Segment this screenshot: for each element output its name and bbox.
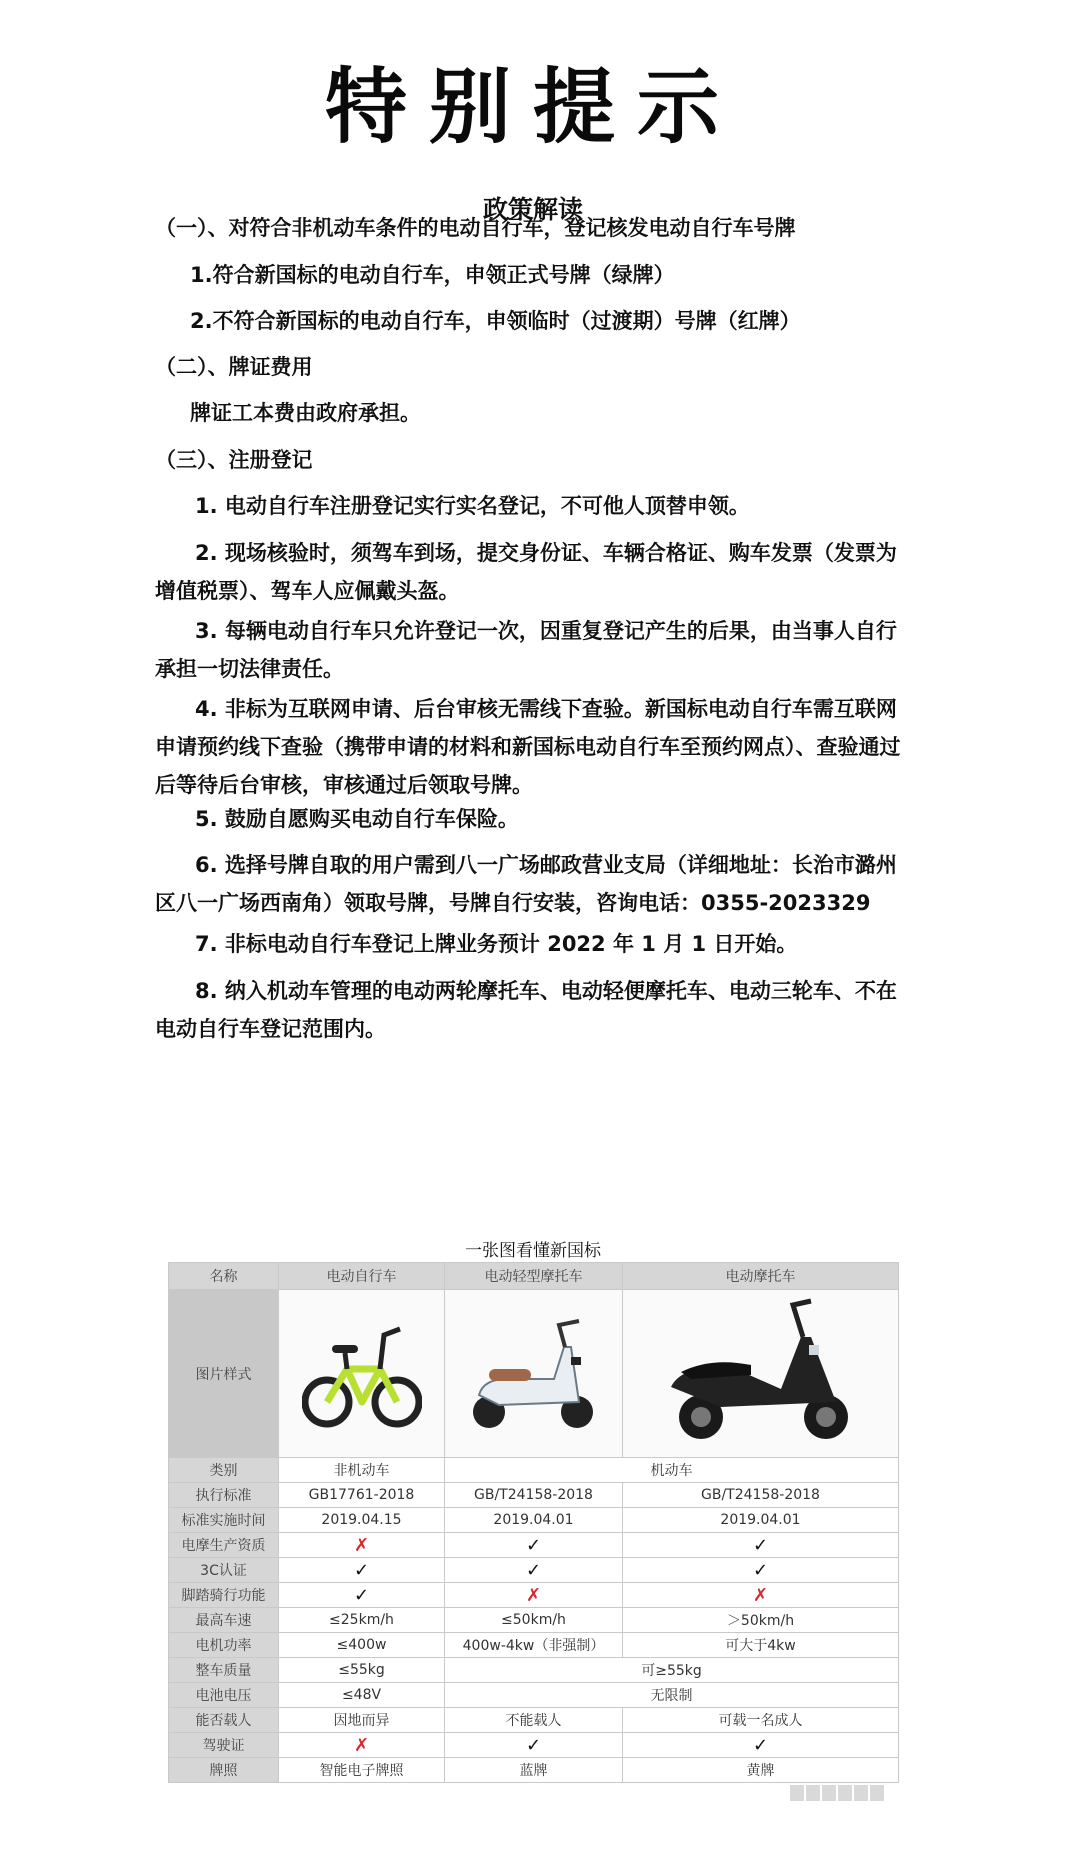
check-icon: ✓ (623, 1533, 899, 1558)
header-cell: 电动轻型摩托车 (445, 1263, 623, 1290)
row-label: 能否载人 (169, 1708, 279, 1733)
table-cell: 无限制 (445, 1683, 899, 1708)
comparison-table (168, 1262, 899, 1783)
row-label: 电池电压 (169, 1683, 279, 1708)
rule-item-4: 4. 非标为互联网申请、后台审核无需线下查验。新国标电动自行车需互联网申请预约线下查验（携带申请的材料和新国标电动自行车至预约网点）、查验通过后等待后台审核，审核通过后领取号牌。 (155, 697, 901, 797)
table-cell: 400w-4kw（非强制） (445, 1633, 623, 1658)
row-label: 整车质量 (169, 1658, 279, 1683)
row-label: 图片样式 (169, 1290, 279, 1458)
row-label: 执行标准 (169, 1483, 279, 1508)
table-cell: 2019.04.15 (279, 1508, 445, 1533)
table-row (169, 1758, 899, 1783)
check-icon: ✓ (623, 1558, 899, 1583)
section-1-line-2: 2.不符合新国标的电动自行车，申领临时（过渡期）号牌（红牌） (190, 309, 801, 333)
watermark (790, 1785, 900, 1807)
table-cell: 黄牌 (623, 1758, 899, 1783)
section-2-line-1: 牌证工本费由政府承担。 (190, 401, 421, 425)
section-heading-1: （一）、对符合非机动车条件的电动自行车，登记核发电动自行车号牌 (155, 216, 796, 240)
table-row (169, 1558, 899, 1583)
table-row (169, 1533, 899, 1558)
table-cell: GB17761-2018 (279, 1483, 445, 1508)
table-cell: 可≥55kg (445, 1658, 899, 1683)
motorcycle-image (623, 1290, 899, 1458)
table-row (169, 1633, 899, 1658)
table-header-row (169, 1263, 899, 1290)
bicycle-image (279, 1290, 445, 1458)
check-icon: ✓ (279, 1583, 445, 1608)
table-cell: 2019.04.01 (623, 1508, 899, 1533)
table-cell: 机动车 (445, 1458, 899, 1483)
check-icon: ✓ (279, 1558, 445, 1583)
cross-icon: ✗ (623, 1583, 899, 1608)
table-row (169, 1708, 899, 1733)
table-row (169, 1683, 899, 1708)
rule-item-8: 8. 纳入机动车管理的电动两轮摩托车、电动轻便摩托车、电动三轮车、不在电动自行车登记范围内。 (155, 979, 897, 1041)
row-label: 类别 (169, 1458, 279, 1483)
section-heading-2: （二）、牌证费用 (155, 355, 313, 379)
rule-item-6: 6. 选择号牌自取的用户需到八一广场邮政营业支局（详细地址：长治市潞州区八一广场西南角）领取号牌，号牌自行安装，咨询电话：0355-2023329 (155, 853, 897, 915)
row-label: 电摩生产资质 (169, 1533, 279, 1558)
check-icon: ✓ (623, 1733, 899, 1758)
table-row (169, 1508, 899, 1533)
table-cell: 2019.04.01 (445, 1508, 623, 1533)
cross-icon: ✗ (279, 1733, 445, 1758)
bicycle-icon (302, 1307, 422, 1437)
table-cell: ≤48V (279, 1683, 445, 1708)
row-label: 标准实施时间 (169, 1508, 279, 1533)
table-cell: ≤400w (279, 1633, 445, 1658)
table-row (169, 1658, 899, 1683)
row-label: 最高车速 (169, 1608, 279, 1633)
rule-item-7: 7. 非标电动自行车登记上牌业务预计 2022 年 1 月 1 日开始。 (195, 932, 798, 956)
table-cell: 智能电子牌照 (279, 1758, 445, 1783)
table-cell: 可大于4kw (623, 1633, 899, 1658)
table-cell: ≤55kg (279, 1658, 445, 1683)
row-label: 电机功率 (169, 1633, 279, 1658)
header-cell: 名称 (169, 1263, 279, 1290)
table-cell: GB/T24158-2018 (445, 1483, 623, 1508)
check-icon: ✓ (445, 1558, 623, 1583)
rule-item-1: 1. 电动自行车注册登记实行实名登记，不可他人顶替申领。 (195, 494, 750, 518)
table-row (169, 1458, 899, 1483)
header-cell: 电动自行车 (279, 1263, 445, 1290)
table-cell: 蓝牌 (445, 1758, 623, 1783)
table-row (169, 1483, 899, 1508)
table-title: 一张图看懂新国标 (465, 1241, 601, 1261)
page-title: 特别提示 (324, 60, 741, 155)
rule-item-3: 3. 每辆电动自行车只允许登记一次，因重复登记产生的后果，由当事人自行承担一切法律责任。 (155, 619, 897, 681)
scooter-icon (459, 1307, 609, 1437)
cross-icon: ✗ (445, 1583, 623, 1608)
rule-item-5: 5. 鼓励自愿购买电动自行车保险。 (195, 807, 519, 831)
check-icon: ✓ (445, 1533, 623, 1558)
row-label: 脚踏骑行功能 (169, 1583, 279, 1608)
header-cell: 电动摩托车 (623, 1263, 899, 1290)
table-row (169, 1733, 899, 1758)
rule-item-2: 2. 现场核验时，须驾车到场，提交身份证、车辆合格证、购车发票（发票为增值税票）、驾车人应佩戴头盔。 (155, 541, 897, 603)
section-heading-3: （三）、注册登记 (155, 448, 313, 472)
light-motorcycle-image (445, 1290, 623, 1458)
motorcycle-icon (661, 1297, 861, 1447)
table-cell: 可载一名成人 (623, 1708, 899, 1733)
table-cell: ≤50km/h (445, 1608, 623, 1633)
row-label: 3C认证 (169, 1558, 279, 1583)
image-row (169, 1290, 899, 1458)
cross-icon: ✗ (279, 1533, 445, 1558)
table-cell: 非机动车 (279, 1458, 445, 1483)
check-icon: ✓ (445, 1733, 623, 1758)
table-row (169, 1583, 899, 1608)
table-cell: ＞50km/h (623, 1608, 899, 1633)
row-label: 驾驶证 (169, 1733, 279, 1758)
page-subtitle: 政策解读 (482, 195, 583, 224)
section-1-line-1: 1.符合新国标的电动自行车，申领正式号牌（绿牌） (190, 263, 675, 287)
table-row (169, 1608, 899, 1633)
table-cell: 不能载人 (445, 1708, 623, 1733)
table-cell: 因地而异 (279, 1708, 445, 1733)
table-cell: GB/T24158-2018 (623, 1483, 899, 1508)
table-cell: ≤25km/h (279, 1608, 445, 1633)
row-label: 牌照 (169, 1758, 279, 1783)
